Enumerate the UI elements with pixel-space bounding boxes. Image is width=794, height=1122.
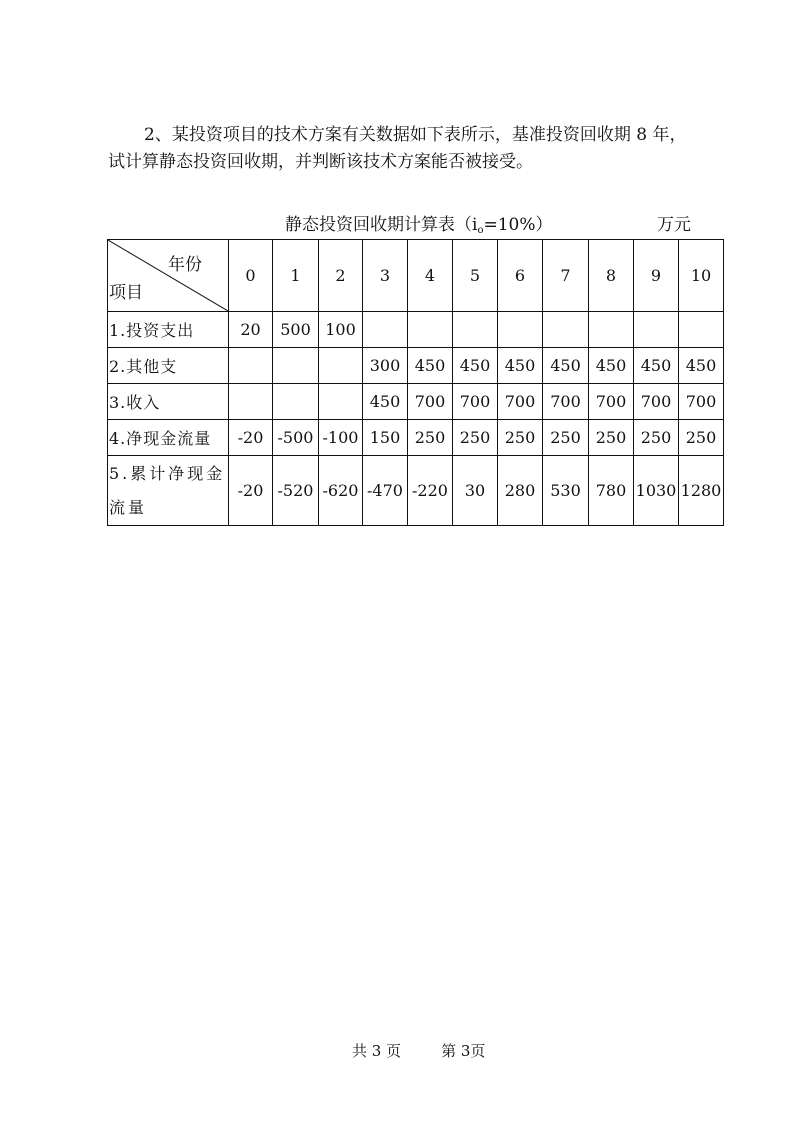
table-cell (408, 312, 453, 348)
table-cell (363, 312, 408, 348)
table-cell (634, 312, 679, 348)
table-cell: 450 (589, 348, 634, 384)
question-line-2: 试计算静态投资回收期，并判断该技术方案能否被接受。 (108, 152, 533, 172)
table-cell (498, 312, 543, 348)
table-cell: 250 (543, 420, 589, 456)
year-header: 1 (273, 240, 319, 312)
corner-item-label: 项目 (109, 283, 143, 303)
table-cell: 700 (543, 384, 589, 420)
table-row-cumulative-net-cash-flow (108, 456, 724, 526)
table-cell: -220 (408, 456, 453, 526)
year-header: 2 (319, 240, 363, 312)
table-caption (285, 210, 553, 236)
table-cell: 1030 (634, 456, 679, 526)
table-cell: 700 (634, 384, 679, 420)
table-cell: 20 (229, 312, 273, 348)
table-cell: -100 (319, 420, 363, 456)
table-cell: 300 (363, 348, 408, 384)
table-cell (273, 348, 319, 384)
page-footer (352, 1040, 485, 1061)
row-label: 1.投资支出 (108, 312, 229, 348)
table-cell (319, 384, 363, 420)
table-unit: 万元 (657, 215, 691, 235)
table-cell (229, 384, 273, 420)
table-cell: 700 (408, 384, 453, 420)
table-corner-cell (108, 240, 229, 312)
table-cell: 500 (273, 312, 319, 348)
table-cell: 700 (498, 384, 543, 420)
table-cell (679, 312, 724, 348)
table-cell (229, 348, 273, 384)
row-label: 4.净现金流量 (108, 420, 229, 456)
table-cell: 450 (679, 348, 724, 384)
table-cell (543, 312, 589, 348)
table-cell: 250 (634, 420, 679, 456)
question-line-1: 2、某投资项目的技术方案有关数据如下表所示，基准投资回收期 8 年， (144, 125, 687, 145)
table-cell: -520 (273, 456, 319, 526)
table-cell: -20 (229, 420, 273, 456)
table-cell: 250 (589, 420, 634, 456)
table-cell: 450 (543, 348, 589, 384)
row-label: 5.累计净现金流量 (108, 456, 229, 526)
table-cell: 530 (543, 456, 589, 526)
question-text (108, 122, 728, 176)
table-cell: 30 (453, 456, 498, 526)
table-row-net-cash-flow (108, 420, 724, 456)
table-caption-text: 静态投资回收期计算表（i (285, 215, 478, 235)
year-header: 3 (363, 240, 408, 312)
row-label: 3.收入 (108, 384, 229, 420)
table-cell: 250 (498, 420, 543, 456)
table-cell: 150 (363, 420, 408, 456)
table-cell: 280 (498, 456, 543, 526)
year-header: 5 (453, 240, 498, 312)
table-cell: -470 (363, 456, 408, 526)
table-cell (319, 348, 363, 384)
row-label: 2.其他支 (108, 348, 229, 384)
table-cell: 700 (589, 384, 634, 420)
table-cell: -20 (229, 456, 273, 526)
table-cell: 450 (363, 384, 408, 420)
year-header: 9 (634, 240, 679, 312)
year-header: 4 (408, 240, 453, 312)
table-caption-subscript: o (477, 225, 484, 236)
table-cell: 700 (453, 384, 498, 420)
table-header-row (108, 240, 724, 312)
table-cell: 450 (453, 348, 498, 384)
year-header: 10 (679, 240, 724, 312)
year-header: 8 (589, 240, 634, 312)
year-header: 6 (498, 240, 543, 312)
table-cell: 450 (498, 348, 543, 384)
table-cell: -620 (319, 456, 363, 526)
table-row-other-expense (108, 348, 724, 384)
table-cell: 780 (589, 456, 634, 526)
table-cell: 250 (453, 420, 498, 456)
payback-table (107, 239, 724, 526)
table-cell: 250 (408, 420, 453, 456)
table-row-income (108, 384, 724, 420)
table-cell: 700 (679, 384, 724, 420)
page-current: 第 3页 (441, 1042, 486, 1060)
table-cell (589, 312, 634, 348)
table-cell: 450 (634, 348, 679, 384)
table-caption-rate: =10%） (483, 215, 553, 235)
table-row-investment (108, 312, 724, 348)
page-total: 共 3 页 (352, 1042, 402, 1060)
table-cell: 1280 (679, 456, 724, 526)
table-cell: 250 (679, 420, 724, 456)
table-cell: -500 (273, 420, 319, 456)
table-cell (453, 312, 498, 348)
table-cell: 450 (408, 348, 453, 384)
table-cell: 100 (319, 312, 363, 348)
year-header: 0 (229, 240, 273, 312)
corner-year-label: 年份 (168, 255, 202, 275)
table-cell (273, 384, 319, 420)
year-header: 7 (543, 240, 589, 312)
